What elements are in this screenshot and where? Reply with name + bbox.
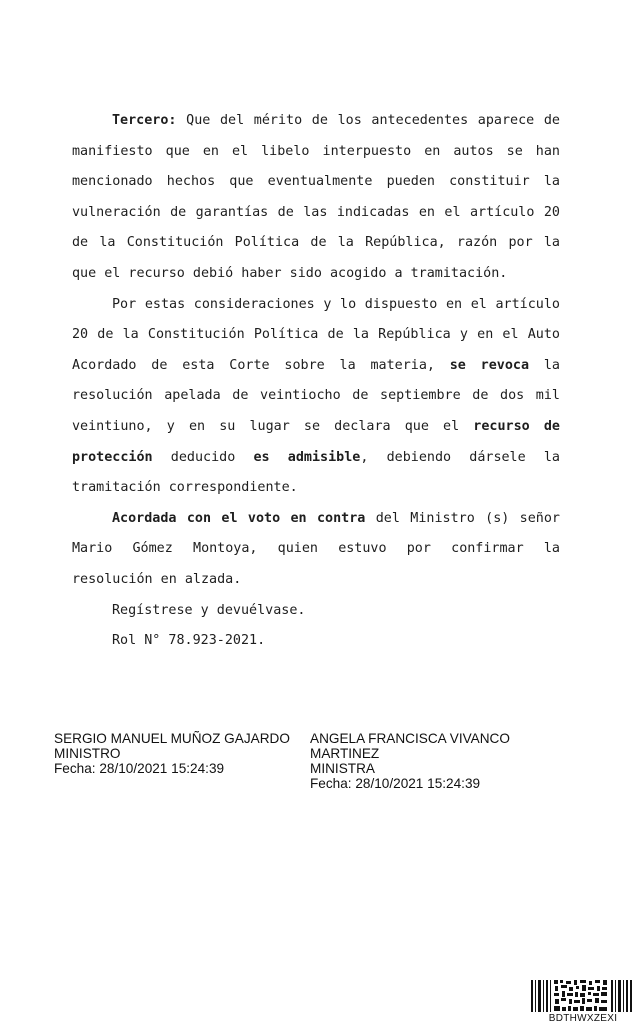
signer-name-line2: MARTINEZ — [310, 746, 380, 761]
signature-date: Fecha: 28/10/2021 15:24:39 — [310, 776, 481, 791]
signer-role: MINISTRA — [310, 761, 375, 776]
paragraph-text: Que del mérito de los antecedentes aparece de manifiesto que en el libelo interpuesto en autos se han mencionado hechos que eventualmente pueden constituir la vulneración de garantías de las indicadas en el artículo 20 de la Constitución Política de la República, razón por la que el recurso debió haber sido acogido a tramitación. — [72, 113, 560, 281]
paragraph-resolution — [72, 290, 560, 504]
paragraph-lead-tercero: Tercero: — [112, 113, 177, 128]
signer-name-line1: ANGELA FRANCISCA VIVANCO — [310, 731, 510, 746]
paragraph-acordada — [72, 504, 560, 596]
paragraph-tercero — [72, 106, 560, 290]
paragraph-registrese: Regístrese y devuélvase. — [112, 602, 306, 618]
signature-date: Fecha: 28/10/2021 15:24:39 — [54, 761, 225, 776]
signer-role: MINISTRO — [54, 746, 121, 761]
verification-code: BDTHWXZEXI — [548, 1013, 618, 1024]
document-body — [72, 106, 560, 657]
signature-right — [310, 731, 550, 791]
barcode-icon — [531, 978, 635, 1014]
paragraph-text: , debiendo dársele la tramitación correspondiente. — [72, 449, 560, 496]
paragraph-text: deducido — [152, 449, 254, 465]
paragraph-text: del Ministro (s) señor Mario Gómez Montoya, quien estuvo por confirmar la resolución en alzada. — [72, 510, 560, 587]
verification-barcode — [531, 978, 635, 1024]
paragraph-lead-acordada: Acordada con el voto en contra — [112, 510, 366, 526]
bold-recurso-de-proteccion: recurso de protección — [72, 418, 560, 465]
signer-name: SERGIO MANUEL MUÑOZ GAJARDO — [54, 731, 290, 746]
bold-es-admisible: es admisible — [253, 449, 361, 465]
signature-left — [54, 731, 304, 776]
paragraph-rol: Rol N° 78.923-2021. — [112, 633, 266, 649]
paragraph-text: la resolución apelada de veintiocho de septiembre de dos mil veintiuno, y en su lugar se declara que el — [72, 357, 560, 434]
bold-se-revoca: se revoca — [449, 357, 530, 373]
paragraph-text: Por estas consideraciones y lo dispuesto en el artículo 20 de la Constitución Política de la República y en el Auto Acordado de esta Corte sobre la materia, — [72, 296, 560, 373]
